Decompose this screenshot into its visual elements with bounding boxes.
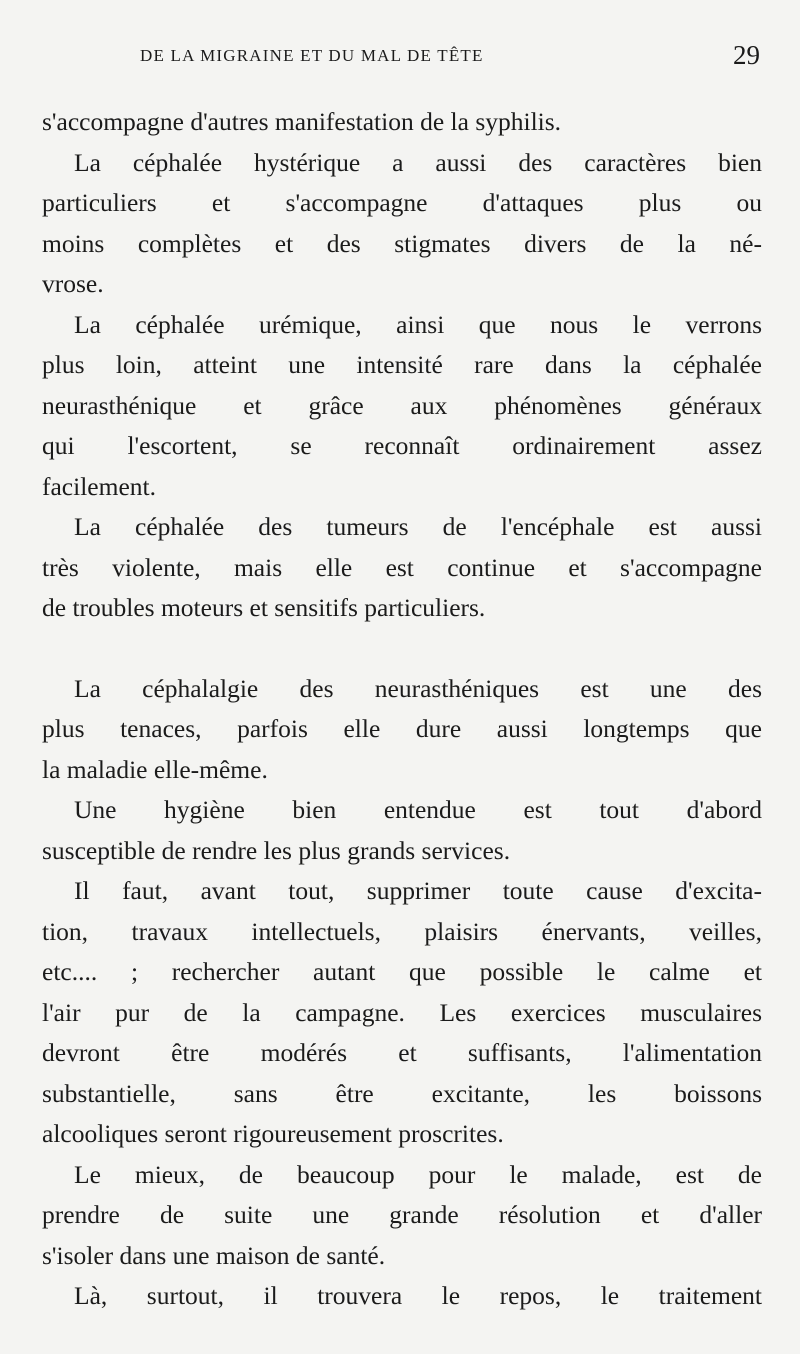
section-gap [42, 629, 762, 669]
text-line: alcooliques seront rigoureusement proscrites. [42, 1119, 504, 1148]
body-text [42, 102, 762, 1317]
running-title: DE LA MIGRAINE ET DU MAL DE TÊTE [140, 46, 484, 65]
text-line: substantielle, sans être excitante, les boissons [42, 1078, 762, 1108]
text-line: La céphalalgie des neurasthéniques est une des [74, 673, 762, 703]
text-line: Le mieux, de beaucoup pour le malade, est de [74, 1159, 762, 1189]
text-line: neurasthénique et grâce aux phénomènes généraux [42, 390, 762, 420]
text-line: l'air pur de la campagne. Les exercices musculaires [42, 997, 762, 1027]
text-line: susceptible de rendre les plus grands services. [42, 835, 511, 865]
page-number: 29 [733, 40, 760, 70]
text-line: moins complètes et des stigmates divers de la né- [42, 228, 762, 258]
text-line: Une hygiène bien entendue est tout d'abord [74, 795, 762, 824]
text-line: la maladie elle-même. [42, 754, 268, 784]
text-line: facilement. [42, 471, 156, 501]
text-line: particuliers et s'accompagne d'attaques plus ou [42, 188, 762, 217]
text-line: vrose. [42, 269, 104, 298]
text-line: s'accompagne d'autres manifestation de la syphilis. [42, 107, 562, 136]
text-line: qui l'escortent, se reconnaît ordinairement assez [42, 431, 762, 460]
text-line: s'isoler dans une maison de santé. [42, 1240, 386, 1270]
text-line: La céphalée hystérique a aussi des caractères bien [74, 147, 762, 177]
text-line: La céphalée urémique, ainsi que nous le verrons [74, 309, 762, 339]
text-line: Là, surtout, il trouvera le repos, le traitement [74, 1281, 762, 1310]
text-line: plus loin, atteint une intensité rare dans la céphalée [42, 350, 762, 379]
text-line: plus tenaces, parfois elle dure aussi longtemps que [42, 714, 762, 743]
text-line: La céphalée des tumeurs de l'encéphale est aussi [74, 512, 762, 541]
text-line: etc.... ; rechercher autant que possible le calme et [42, 957, 762, 986]
text-line: prendre de suite une grande résolution et d'aller [42, 1200, 762, 1229]
text-line: devront être modérés et suffisants, l'alimentation [42, 1038, 762, 1067]
text-line: Il faut, avant tout, supprimer toute cause d'excita- [74, 876, 762, 905]
page-header [140, 40, 760, 80]
text-line: tion, travaux intellectuels, plaisirs énervants, veilles, [42, 916, 762, 946]
text-line: de troubles moteurs et sensitifs particuliers. [42, 593, 486, 622]
text-line: très violente, mais elle est continue et s'accompagne [42, 552, 762, 582]
